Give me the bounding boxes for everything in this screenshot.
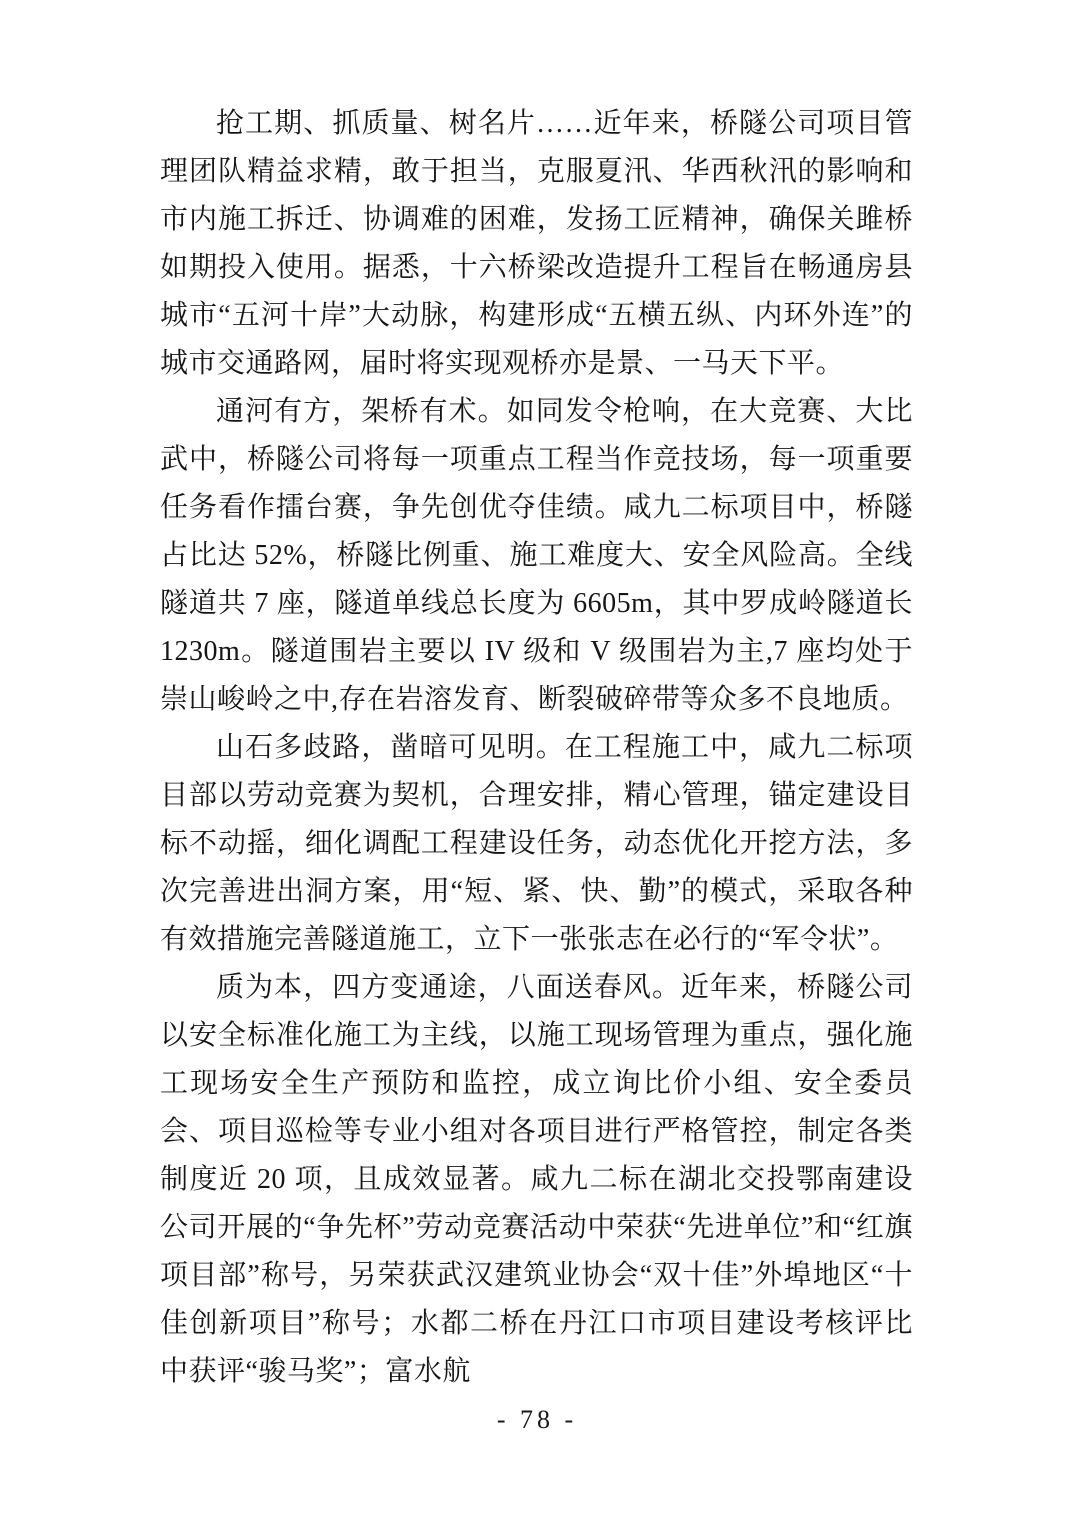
paragraph-4: 质为本，四方变通途，八面送春风。近年来，桥隧公司以安全标准化施工为主线，以施工现场管理为重点，强化施工现场安全生产预防和监控，成立询比价小组、安全委员会、项目巡检等专业小组对各项目进行严格管控，制定各类制度近 20 项，且成效显著。咸九二标在湖北交投鄂南建设公司开展的“争先杯”劳动竞赛活动中荣获“先进单位”和“红旗项目部”称号，另荣获武汉建筑业协会“双十佳”外埠地区“十佳创新项目”称号；水都二桥在丹江口市项目建设考核评比中获评“骏马奖”；富水航 <box>160 972 913 1387</box>
paragraph-2: 通河有方，架桥有术。如同发令枪响，在大竞赛、大比武中，桥隧公司将每一项重点工程当作竞技场，每一项重要任务看作擂台赛，争先创优夺佳绩。咸九二标项目中，桥隧占比达 52%，桥隧比例重、施工难度大、安全风险高。全线隧道共 7 座，隧道单线总长度为 6605m，其中罗成岭隧道长 1230m。隧道围岩主要以 IV 级和 V 级围岩为主,7 座均处于崇山峻岭之中,存在岩溶发育、断裂破碎带等众多不良地质。 <box>160 396 913 715</box>
paragraph-3: 山石多歧路，凿暗可见明。在工程施工中，咸九二标项目部以劳动竞赛为契机，合理安排，精心管理，锚定建设目标不动摇，细化调配工程建设任务，动态优化开挖方法，多次完善进出洞方案，用“短、紧、快、勤”的模式，采取各种有效措施完善隧道施工，立下一张张志在必行的“军令状”。 <box>160 732 913 955</box>
document-body <box>160 100 913 1396</box>
page-footer <box>0 1400 1074 1440</box>
page-number: - 78 - <box>496 1405 578 1434</box>
paragraph-1: 抢工期、抓质量、树名片……近年来，桥隧公司项目管理团队精益求精，敢于担当，克服夏汛、华西秋汛的影响和市内施工拆迁、协调难的困难，发扬工匠精神，确保关雎桥如期投入使用。据悉，十六桥梁改造提升工程旨在畅通房县城市“五河十岸”大动脉，构建形成“五横五纵、内环外连”的城市交通路网，届时将实现观桥亦是景、一马天下平。 <box>160 108 913 379</box>
